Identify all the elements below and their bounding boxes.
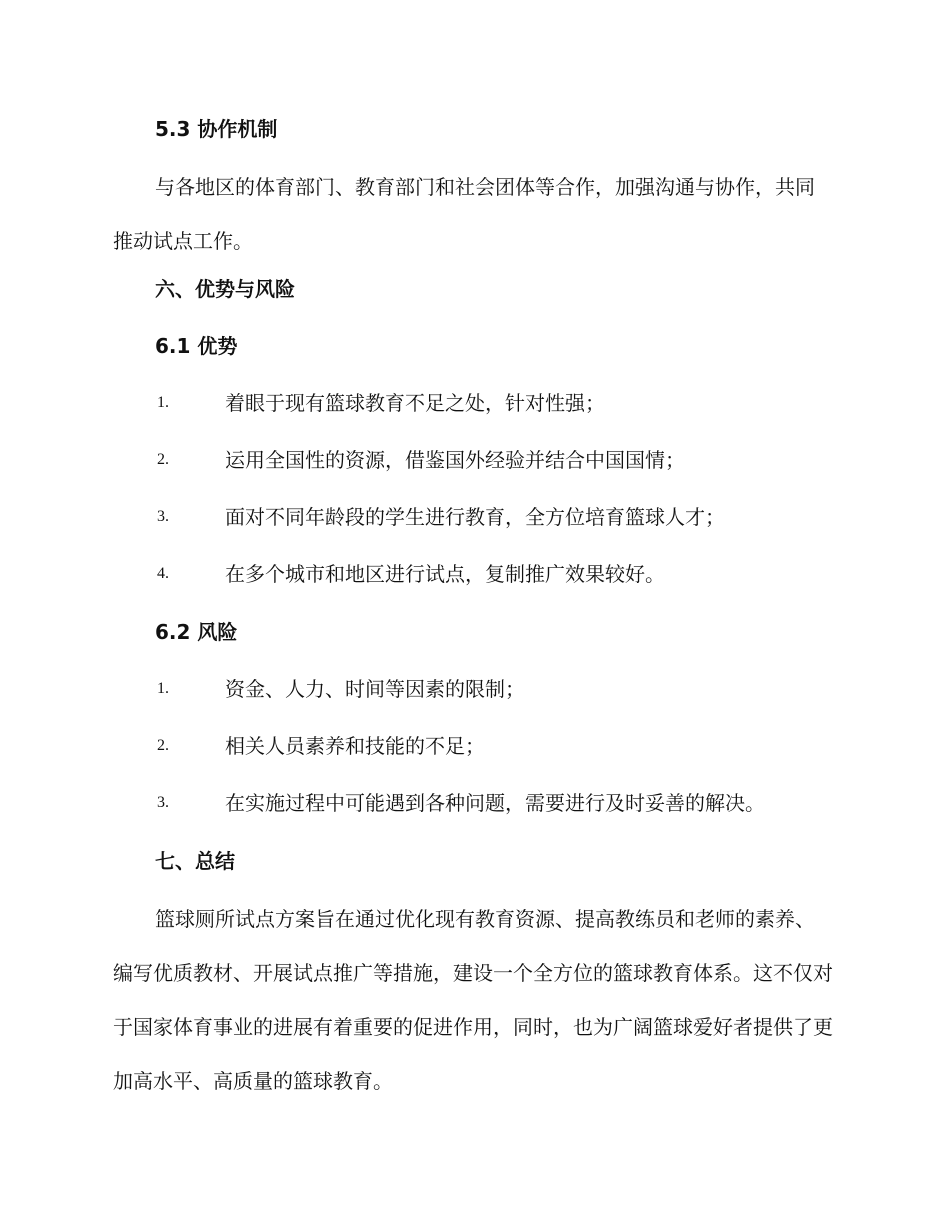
list-item-text: 在实施过程中可能遇到各种问题，需要进行及时妥善的解决。 bbox=[225, 791, 765, 815]
list-item-number: 2. bbox=[157, 451, 169, 468]
section-5-3-paragraph: 与各地区的体育部门、教育部门和社会团体等合作，加强沟通与协作，共同推动试点工作。 bbox=[113, 175, 815, 253]
list-item-text: 着眼于现有篮球教育不足之处，针对性强； bbox=[225, 391, 605, 415]
list-item-text: 资金、人力、时间等因素的限制； bbox=[225, 677, 525, 701]
section-7-paragraph: 篮球厕所试点方案旨在通过优化现有教育资源、提高教练员和老师的素养、编写优质教材、开展试点推广等措施，建设一个全方位的篮球教育体系。这不仅对于国家体育事业的进展有着重要的促进作用，同时，也为广阔篮球爱好者提供了更加高水平、高质量的篮球教育。 bbox=[113, 907, 833, 1093]
list-item-number: 2. bbox=[157, 737, 169, 754]
section-heading-7: 七、总结 bbox=[155, 849, 235, 873]
section-heading-6: 六、优势与风险 bbox=[155, 277, 295, 301]
list-item-number: 1. bbox=[157, 394, 169, 411]
list-item-number: 4. bbox=[157, 565, 169, 582]
section-heading-5-3: 5.3 协作机制 bbox=[155, 117, 278, 141]
list-item-number: 3. bbox=[157, 508, 169, 525]
list-item-text: 运用全国性的资源，借鉴国外经验并结合中国国情； bbox=[225, 448, 685, 472]
list-item-text: 面对不同年龄段的学生进行教育，全方位培育篮球人才； bbox=[225, 505, 725, 529]
list-item-number: 1. bbox=[157, 680, 169, 697]
section-heading-6-2: 6.2 风险 bbox=[155, 620, 238, 644]
list-item-text: 相关人员素养和技能的不足； bbox=[225, 734, 485, 758]
list-item-text: 在多个城市和地区进行试点，复制推广效果较好。 bbox=[225, 562, 665, 586]
section-heading-6-1: 6.1 优势 bbox=[155, 334, 238, 358]
list-item-number: 3. bbox=[157, 794, 169, 811]
